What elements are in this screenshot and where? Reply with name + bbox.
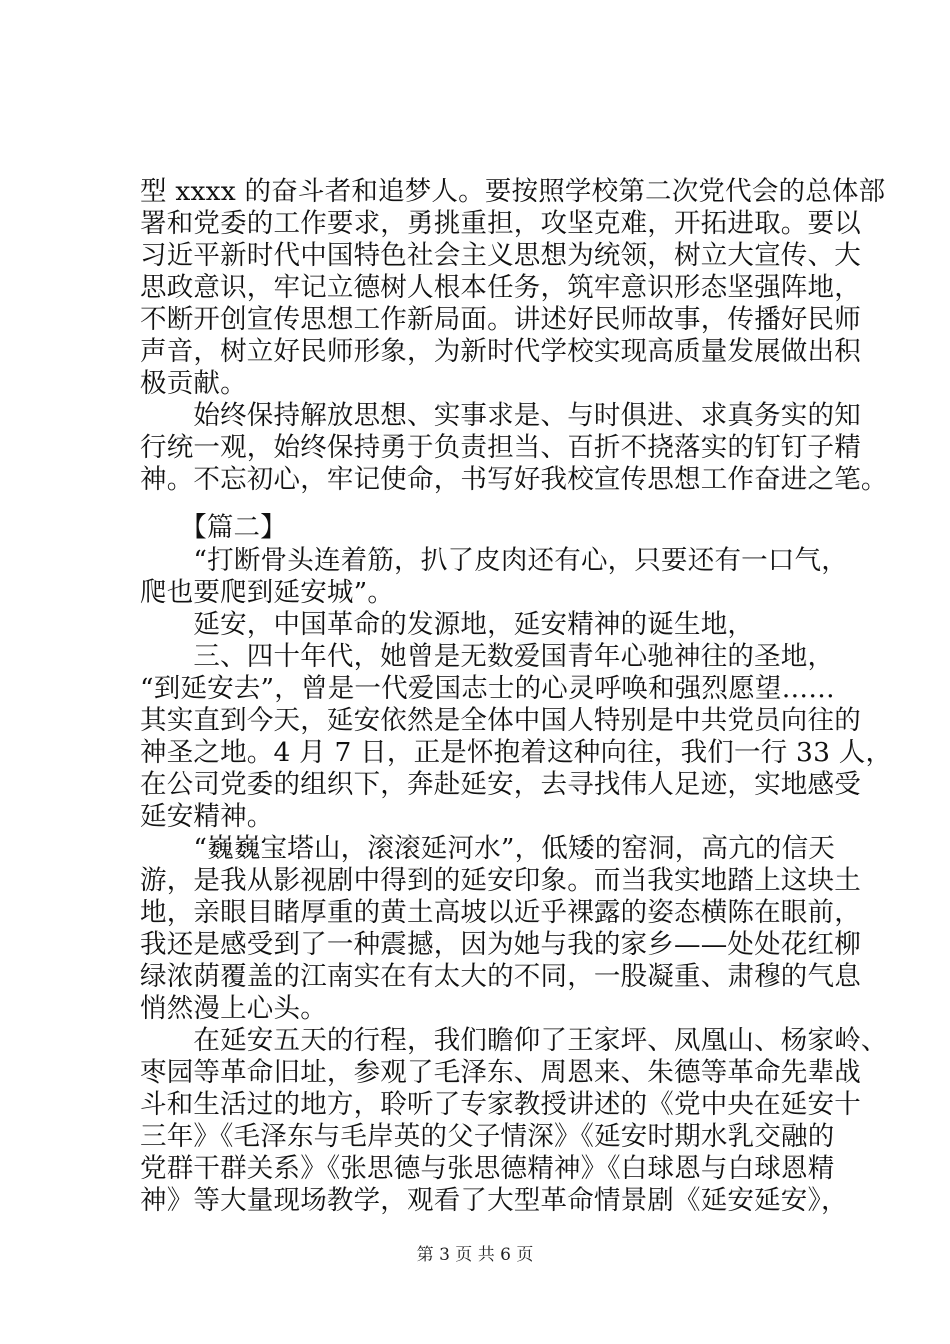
body-text-line: 声音，树立好民师形象，为新时代学校实现高质量发展做出积 — [140, 336, 861, 367]
body-text-line: 党群干群关系》《张思德与张思德精神》《白球恩与白球恩精 — [140, 1153, 835, 1184]
body-text-line: 枣园等革命旧址，参观了毛泽东、周恩来、朱德等革命先辈战 — [140, 1057, 861, 1088]
body-text-line: 地，亲眼目睹厚重的黄土高坡以近乎裸露的姿态横陈在眼前， — [140, 897, 861, 928]
body-text-line: 行统一观，始终保持勇于负责担当、百折不挠落实的钉钉子精 — [140, 432, 861, 463]
page-footer: 第 3 页 共 6 页 — [416, 1245, 534, 1265]
body-text-line: 斗和生活过的地方，聆听了专家教授讲述的《党中央在延安十 — [140, 1089, 861, 1120]
body-text-line: 神》等大量现场教学，观看了大型革命情景剧《延安延安》， — [140, 1185, 848, 1216]
body-text-line: 不断开创宣传思想工作新局面。讲述好民师故事，传播好民师 — [140, 304, 861, 335]
body-text-line: 三年》《毛泽东与毛岸英的父子情深》《延安时期水乳交融的 — [140, 1121, 835, 1152]
body-text-line: 始终保持解放思想、实事求是、与时俱进、求真务实的知 — [140, 400, 861, 431]
body-text-line: 延安精神。 — [140, 801, 274, 832]
body-text-line: 在延安五天的行程，我们瞻仰了王家坪、凤凰山、杨家岭、 — [140, 1025, 888, 1056]
body-text-line: 神。不忘初心，牢记使命，书写好我校宣传思想工作奋进之笔。 — [140, 464, 888, 495]
body-text-line: 爬也要爬到延安城”。 — [140, 577, 395, 608]
body-text-line: 绿浓荫覆盖的江南实在有太大的不同，一股凝重、肃穆的气息 — [140, 961, 861, 992]
body-text-line: 在公司党委的组织下，奔赴延安，去寻找伟人足迹，实地感受 — [140, 769, 861, 800]
body-text-line: 其实直到今天，延安依然是全体中国人特别是中共党员向往的 — [140, 705, 861, 736]
body-text-line: 极贡献。 — [140, 368, 247, 399]
body-text-line: 悄然漫上心头。 — [140, 993, 327, 1024]
body-text-line: “打断骨头连着筋，扒了皮肉还有心，只要还有一口气， — [140, 545, 848, 576]
body-text-line: 习近平新时代中国特色社会主义思想为统领，树立大宣传、大 — [140, 240, 861, 271]
body-text-line: 【篇二】 — [140, 512, 287, 543]
body-text-line: 三、四十年代，她曾是无数爱国青年心驰神往的圣地， — [140, 641, 835, 672]
body-text-line: “巍巍宝塔山，滚滚延河水”，低矮的窑洞，高亢的信天 — [140, 833, 835, 864]
body-text-line: 游，是我从影视剧中得到的延安印象。而当我实地踏上这块土 — [140, 865, 861, 896]
body-text-line: 思政意识，牢记立德树人根本任务，筑牢意识形态坚强阵地， — [140, 272, 861, 303]
body-text-line: 署和党委的工作要求，勇挑重担，攻坚克难，开拓进取。要以 — [140, 208, 861, 239]
body-text-line: 神圣之地。4 月 7 日，正是怀抱着这种向往，我们一行 33 人， — [140, 737, 893, 768]
body-text-line: 型 xxxx 的奋斗者和追梦人。要按照学校第二次党代会的总体部 — [140, 176, 886, 207]
body-text-line: “到延安去”，曾是一代爱国志士的心灵呼唤和强烈愿望…… — [140, 673, 835, 704]
body-text-line: 我还是感受到了一种震撼，因为她与我的家乡——处处花红柳 — [140, 929, 861, 960]
body-text-line: 延安，中国革命的发源地，延安精神的诞生地， — [140, 609, 755, 640]
